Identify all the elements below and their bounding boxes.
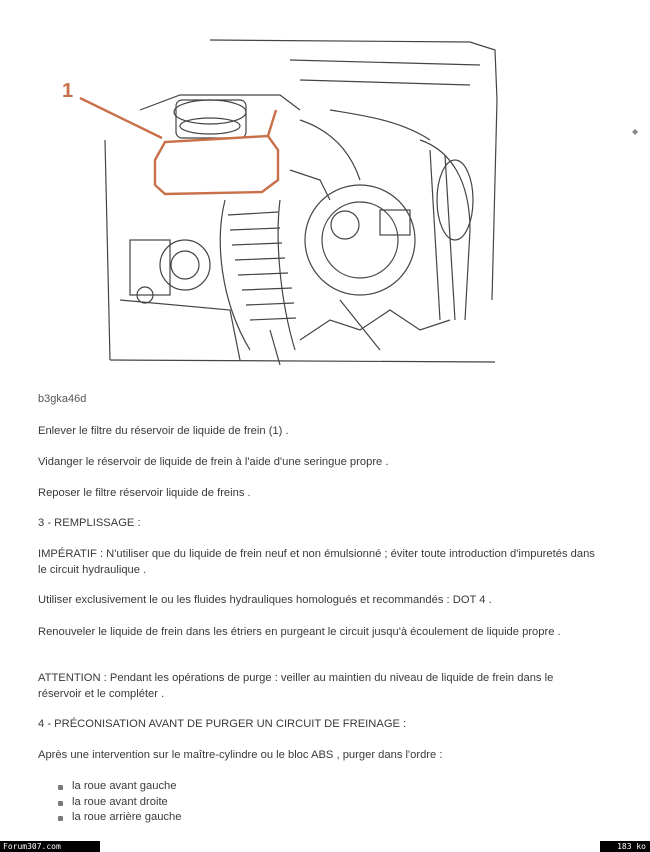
callout-number: 1 (62, 80, 74, 102)
list-item-label: la roue arrière gauche (72, 811, 182, 823)
list-item-label: la roue avant gauche (72, 780, 177, 792)
bullet-icon (58, 816, 63, 821)
engine-bay-illustration (0, 0, 650, 380)
list-item (56, 779, 181, 795)
paragraph-remove-filter: Enlever le filtre du réservoir de liquide de frein (1) . (38, 425, 289, 437)
engine-drawing (0, 0, 650, 380)
footer-site-label: Forum307.com (0, 841, 100, 852)
paragraph-renew-fluid: Renouveler le liquide de frein dans les étriers en purgeant le circuit jusqu'à écoulement de liquide propre . (38, 626, 561, 638)
bullet-icon (58, 801, 63, 806)
paragraph-refit-filter: Reposer le filtre réservoir liquide de freins . (38, 487, 251, 499)
bleed-order-list (56, 779, 181, 826)
list-item-label: la roue avant droite (72, 795, 168, 808)
section-heading-bleeding: 4 - PRÉCONISATION AVANT DE PURGER UN CIRCUIT DE FREINAGE : (38, 718, 407, 730)
footer-file-size: 183 ko (600, 841, 650, 852)
section-heading-filling: 3 - REMPLISSAGE : (38, 517, 141, 529)
list-item (56, 795, 181, 811)
paragraph-drain-reservoir: Vidanger le réservoir de liquide de frein à l'aide d'une seringue propre . (38, 456, 389, 468)
paragraph-fluid-spec: Utiliser exclusivement le ou les fluides hydrauliques homologués et recommandés : DOT 4 . (38, 594, 492, 606)
paragraph-attention: ATTENTION : Pendant les opérations de purge : veiller au maintien du niveau de liquide de frein dans le réservoir et le compléter . (38, 672, 554, 700)
list-item (56, 810, 181, 826)
figure-caption: b3gka46d (38, 393, 87, 405)
paragraph-bleed-order: Après une intervention sur le maître-cylindre ou le bloc ABS , purger dans l'ordre : (38, 749, 443, 761)
bullet-icon (58, 785, 63, 790)
paragraph-imperative: IMPÉRATIF : N'utiliser que du liquide de frein neuf et non émulsionné ; éviter toute introduction d'impuretés dans le circuit hydraulique . (38, 548, 595, 576)
scan-artifact: ◆ (632, 127, 639, 136)
